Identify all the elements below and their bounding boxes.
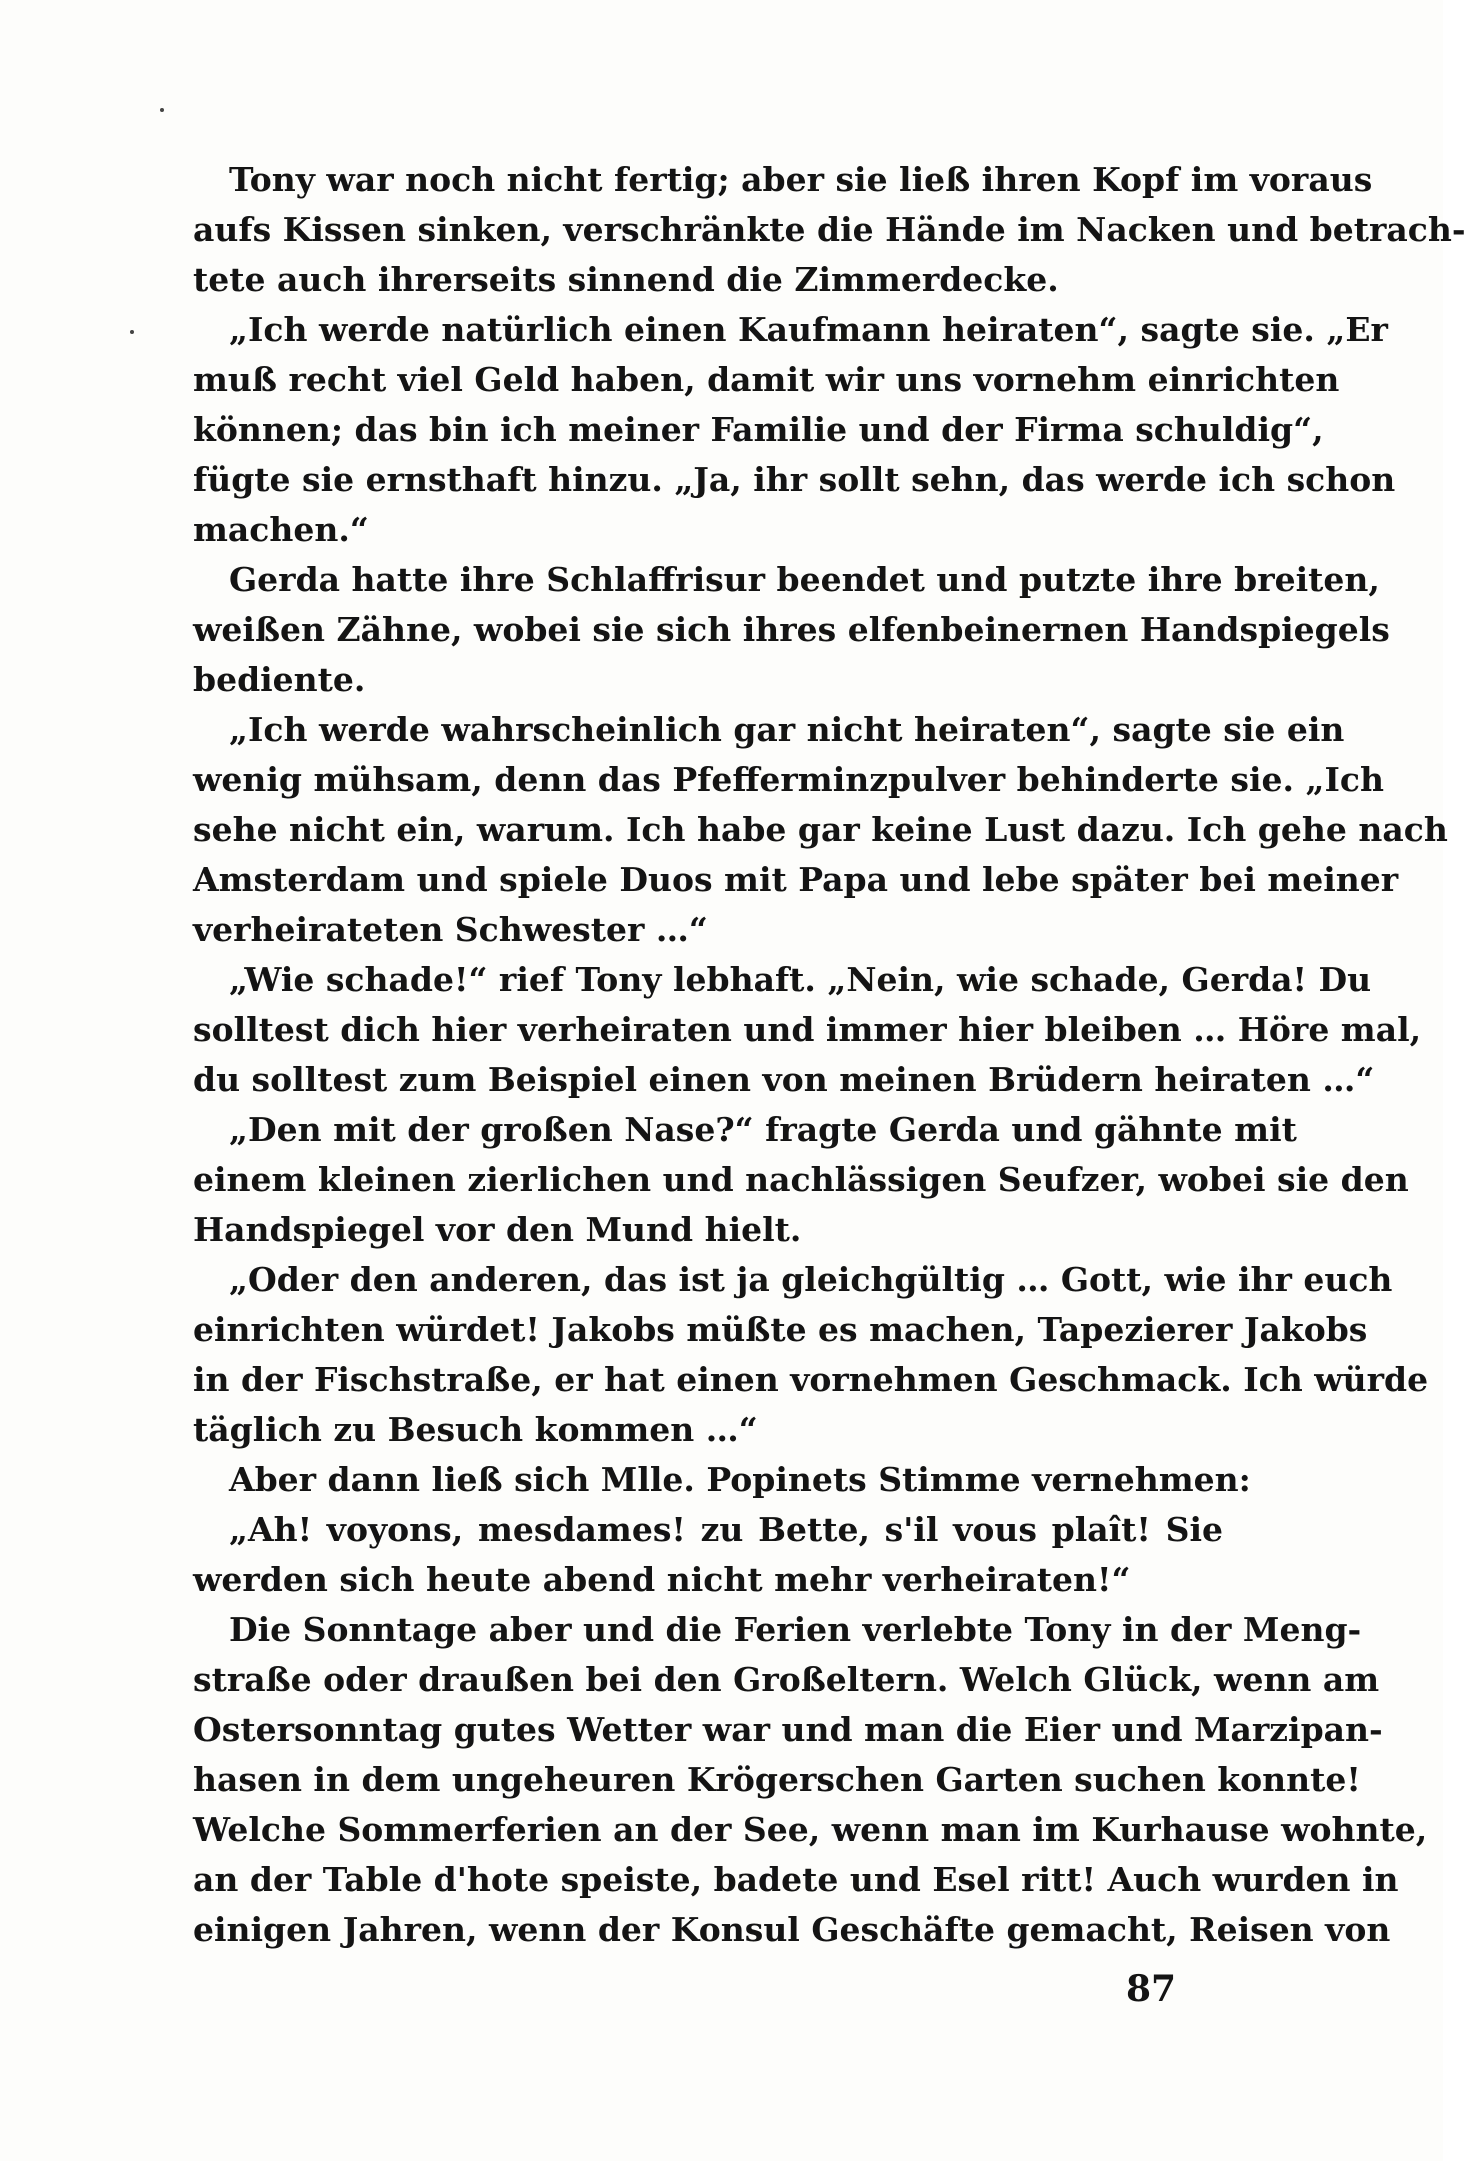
text-line: straße oder draußen bei den Großeltern. Welch Glück, wenn am [193, 1660, 1380, 1699]
text-line: einem kleinen zierlichen und nachlässigen Seufzer, wobei sie den [193, 1160, 1409, 1199]
paper-speck [130, 330, 134, 334]
text-line: werden sich heute abend nicht mehr verheiraten!“ [193, 1560, 1131, 1599]
text-line: „Ich werde natürlich einen Kaufmann heiraten“, sagte sie. „Er [229, 310, 1388, 349]
text-line: verheirateten Schwester …“ [193, 910, 708, 949]
text-line: Ostersonntag gutes Wetter war und man die Eier und Marzipan- [193, 1710, 1383, 1749]
text-line: Handspiegel vor den Mund hielt. [193, 1210, 802, 1249]
text-line: wenig mühsam, denn das Pfefferminzpulver behinderte sie. „Ich [193, 760, 1384, 799]
text-line: du solltest zum Beispiel einen von meinen Brüdern heiraten …“ [193, 1060, 1375, 1099]
text-line: einrichten würdet! Jakobs müßte es machen, Tapezierer Jakobs [193, 1310, 1368, 1349]
text-line: tete auch ihrerseits sinnend die Zimmerdecke. [193, 260, 1059, 299]
text-line: solltest dich hier verheiraten und immer hier bleiben … Höre mal, [193, 1010, 1422, 1049]
text-line: können; das bin ich meiner Familie und der Firma schuldig“, [193, 410, 1324, 449]
text-line: fügte sie ernsthaft hinzu. „Ja, ihr sollt sehn, das werde ich schon [193, 460, 1396, 499]
text-line: an der Table d'hote speiste, badete und Esel ritt! Auch wurden in [193, 1860, 1399, 1899]
text-line: Amsterdam und spiele Duos mit Papa und lebe später bei meiner [193, 860, 1399, 899]
text-line: bediente. [193, 660, 366, 699]
text-line: weißen Zähne, wobei sie sich ihres elfenbeinernen Handspiegels [193, 610, 1390, 649]
text-line: sehe nicht ein, warum. Ich habe gar keine Lust dazu. Ich gehe nach [193, 810, 1448, 849]
page-number: 87 [1126, 1968, 1177, 2010]
text-line: Welche Sommerferien an der See, wenn man im Kurhause wohnte, [193, 1810, 1428, 1849]
paper-speck [160, 108, 164, 112]
text-line: aufs Kissen sinken, verschränkte die Hände im Nacken und betrach- [193, 210, 1466, 249]
text-line: machen.“ [193, 510, 369, 549]
body-text [193, 155, 1466, 1955]
text-line: täglich zu Besuch kommen …“ [193, 1410, 758, 1449]
text-line: Gerda hatte ihre Schlaffrisur beendet und putzte ihre breiten, [229, 560, 1380, 599]
text-line: „Ich werde wahrscheinlich gar nicht heiraten“, sagte sie ein [229, 710, 1345, 749]
text-line: einigen Jahren, wenn der Konsul Geschäfte gemacht, Reisen von [193, 1910, 1391, 1949]
text-line: muß recht viel Geld haben, damit wir uns vornehm einrichten [193, 360, 1340, 399]
text-line: Die Sonntage aber und die Ferien verlebte Tony in der Meng- [229, 1610, 1362, 1649]
text-line: „Ah! voyons, mesdames! zu Bette, s'il vous plaît! Sie [229, 1510, 1223, 1549]
text-line: in der Fischstraße, er hat einen vornehmen Geschmack. Ich würde [193, 1360, 1429, 1399]
text-line: „Den mit der großen Nase?“ fragte Gerda und gähnte mit [229, 1110, 1297, 1149]
text-line: Tony war noch nicht fertig; aber sie ließ ihren Kopf im voraus [229, 160, 1373, 199]
text-line: „Wie schade!“ rief Tony lebhaft. „Nein, wie schade, Gerda! Du [229, 960, 1372, 999]
text-line: „Oder den anderen, das ist ja gleichgültig … Gott, wie ihr euch [229, 1260, 1393, 1299]
text-line: hasen in dem ungeheuren Krögerschen Garten suchen konnte! [193, 1760, 1361, 1799]
text-line: Aber dann ließ sich Mlle. Popinets Stimme vernehmen: [229, 1460, 1251, 1499]
